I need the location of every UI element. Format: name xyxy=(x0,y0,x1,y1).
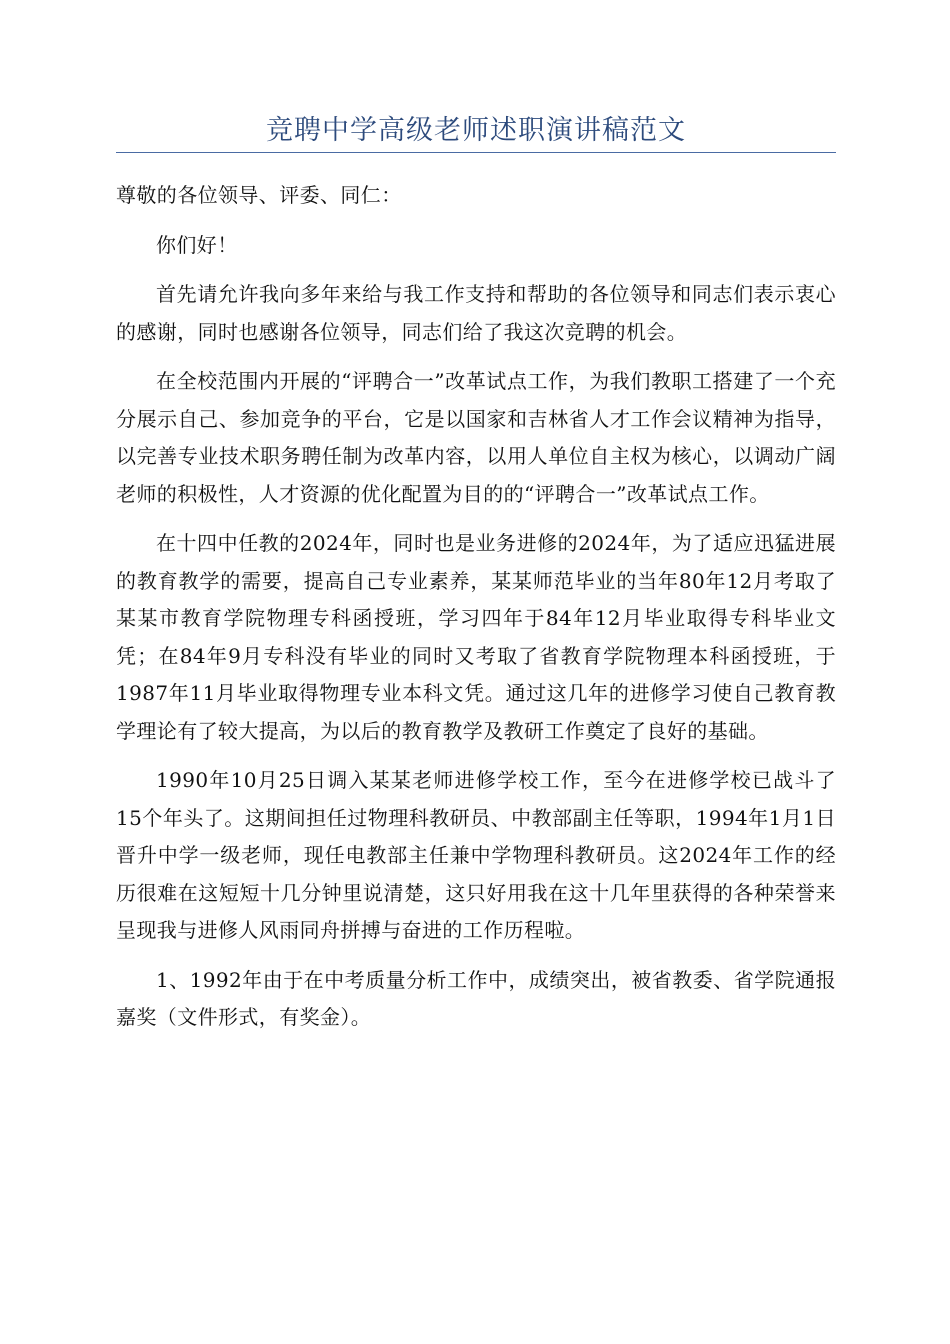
paragraph: 1、1992年由于在中考质量分析工作中，成绩突出，被省教委、省学院通报嘉奖（文件形式，有奖金）。 xyxy=(116,967,836,1029)
paragraph: 1990年10月25日调入某某老师进修学校工作，至今在进修学校已战斗了15个年头了。这期间担任过物理科教研员、中教部副主任等职，1994年1月1日晋升中学一级老师，现任电教部主任兼中学物理科教研员。这2024年工作的经历很难在这短短十几分钟里说清楚，这只好用我在这十几年里获得的各种荣誉来呈现我与进修人风雨同舟拼搏与奋进的工作历程啦。 xyxy=(116,768,836,942)
salutation: 尊敬的各位领导、评委、同仁： xyxy=(116,183,402,207)
document-body xyxy=(116,177,836,1037)
document-page xyxy=(116,0,836,1049)
title-underline xyxy=(116,152,836,153)
greeting: 你们好！ xyxy=(156,232,238,257)
document-title: 竞聘中学高级老师述职演讲稿范文 xyxy=(266,115,686,146)
paragraph: 在全校范围内开展的“评聘合一”改革试点工作，为我们教职工搭建了一个充分展示自己、参加竞争的平台，它是以国家和吉林省人才工作会议精神为指导，以完善专业技术职务聘任制为改革内容，以用人单位自主权为核心，以调动广阔老师的积极性，人才资源的优化配置为目的的“评聘合一”改革试点工作。 xyxy=(116,369,836,506)
paragraph: 在十四中任教的2024年，同时也是业务进修的2024年，为了适应迅猛进展的教育教学的需要，提高自己专业素养，某某师范毕业的当年80年12月考取了某某市教育学院物理专科函授班，学习四年于84年12月毕业取得专科毕业文凭；在84年9月专科没有毕业的同时又考取了省教育学院物理本科函授班，于1987年11月毕业取得物理专业本科文凭。通过这几年的进修学习使自己教育教学理论有了较大提高，为以后的教育教学及教研工作奠定了良好的基础。 xyxy=(116,531,836,743)
paragraph: 首先请允许我向多年来给与我工作支持和帮助的各位领导和同志们表示衷心的感谢，同时也感谢各位领导，同志们给了我这次竞聘的机会。 xyxy=(116,282,836,344)
